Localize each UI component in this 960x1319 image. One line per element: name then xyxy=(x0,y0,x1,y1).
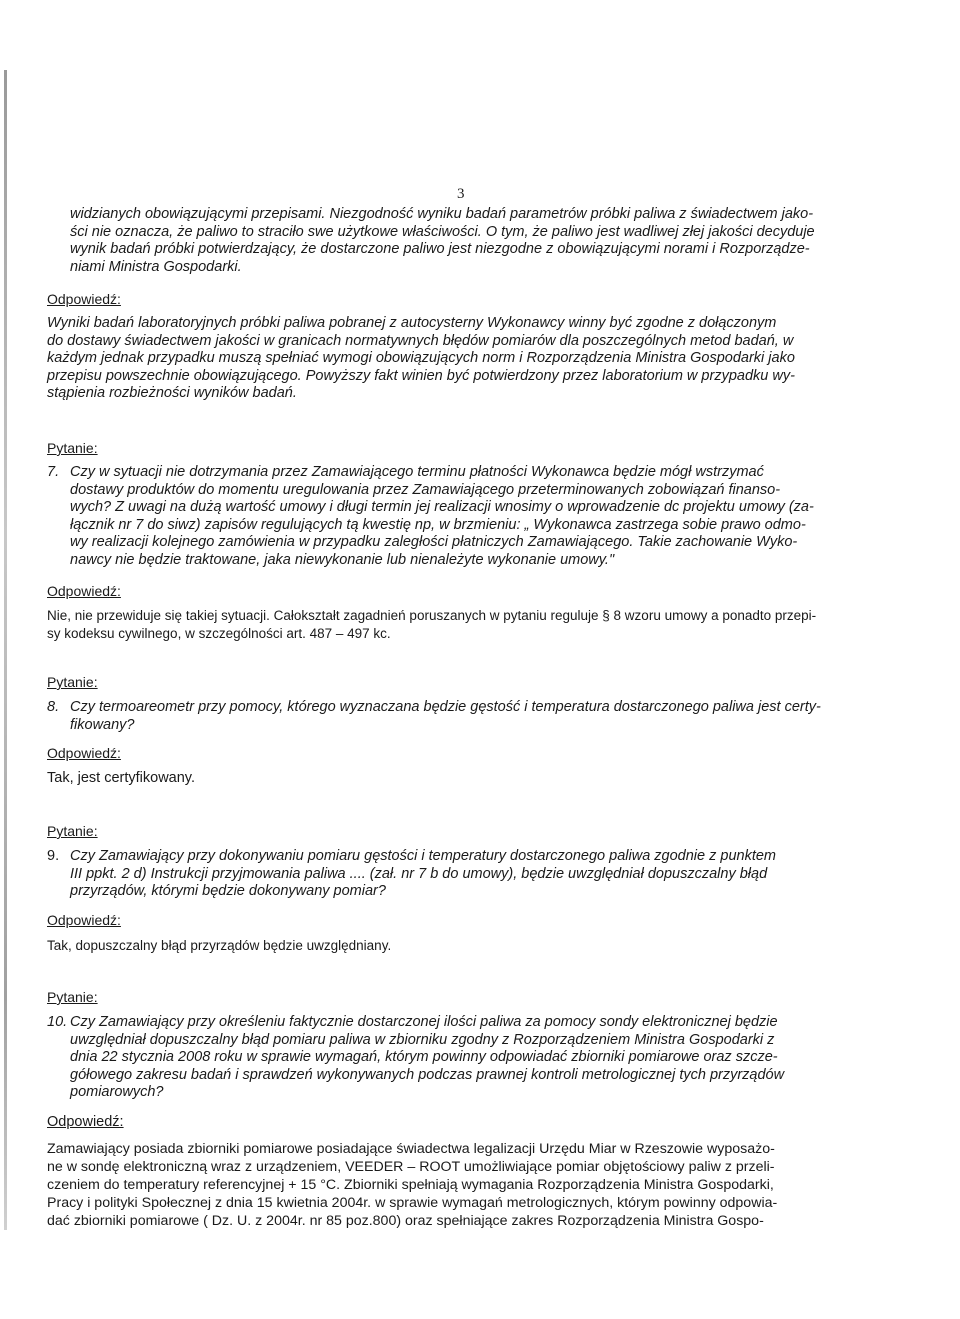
text-line: przyrządów, którymi będzie dokonywany pomiar? xyxy=(70,883,386,900)
text-line: Nie, nie przewiduje się takiej sytuacji. Całokształt zagadnień poruszanych w pytaniu reguluje § 8 wzoru umowy a ponadto przepi- xyxy=(47,608,817,623)
text-line: łącznik nr 7 do siwz) zapisów regulujących tą kwestię np, w brzmieniu: „ Wykonawca zastrzega sobie prawo odmo- xyxy=(70,516,806,533)
question-9-number: 9. xyxy=(47,848,60,864)
page-number: 3 xyxy=(457,186,465,202)
question-8-text xyxy=(70,699,876,734)
text-line: ści nie oznacza, że paliwo to straciło swe użytkowe właściwości. O tym, że paliwo jest wadliwej złej jakości decyduje xyxy=(70,223,815,240)
question-9-text xyxy=(70,848,866,901)
answer-7-paragraph xyxy=(47,607,877,642)
text-line: wych? Z uwagi na dużą wartość umowy i długi termin jej realizacji wnosimy o wprowadzenie dc projektu umowy (za- xyxy=(70,499,814,516)
answer-10-paragraph xyxy=(47,1140,877,1230)
text-line: dać zbiorniki pomiarowe ( Dz. U. z 2004r. nr 85 poz.800) oraz spełniające zakres Rozporządzenia Ministra Gospo- xyxy=(47,1213,764,1229)
text-line: gółowego zakresu badań i sprawdzeń wykonywanych podczas prawnej kontroli metrologicznej tych przyrządów xyxy=(70,1066,785,1083)
text-line: niami Ministra Gospodarki. xyxy=(70,258,242,275)
question-label: Pytanie: xyxy=(47,989,98,1005)
text-line: uwzględniał dopuszczalny błąd pomiaru paliwa w zbiorniku zgodny z Rozporządzeniem Ministra Gospodarki z xyxy=(70,1031,775,1048)
text-line: przepisu powszechnie obowiązującego. Powyższy fakt winien być potwierdzony przez laboratorium w przypadku wy- xyxy=(47,367,795,384)
text-line: ne w sondę elektroniczną wraz z urządzeniem, VEEDER – ROOT umożliwiające pomiar objętościowy paliw z przeli- xyxy=(47,1159,775,1175)
intro-paragraph xyxy=(70,206,870,276)
text-line: pomiarowych? xyxy=(70,1084,164,1101)
text-line: sy kodeksu cywilnego, w szczególności art. 487 – 497 kc. xyxy=(47,625,391,641)
question-10-number: 10. xyxy=(47,1014,68,1030)
text-line: fikowany? xyxy=(70,716,135,733)
text-line: dostawy produktów do momentu uregulowania przez Zamawiającego przeterminowanych zobowiązań finanso- xyxy=(70,481,781,498)
text-line: Czy Zamawiający przy dokonywaniu pomiaru gęstości i temperatury dostarczonego paliwa zgodnie z punktem xyxy=(70,848,777,864)
text-line: każdym jednak przypadku muszą spełniać wymogi obowiązujących norm i Rozporządzenia Ministra Gospodarki jako xyxy=(47,350,795,367)
question-7-text xyxy=(70,464,866,570)
answer-label: Odpowiedź: xyxy=(47,583,121,599)
scan-edge-mark xyxy=(4,70,7,1230)
answer-label: Odpowiedź: xyxy=(47,1114,124,1130)
text-line: Czy Zamawiający przy określeniu faktycznie dostarczonej ilości paliwa za pomocy sondy elektronicznej będzie xyxy=(70,1014,778,1030)
question-10-text xyxy=(70,1014,852,1102)
text-line: stąpienia rozbieżności wyników badań. xyxy=(47,385,297,402)
question-label: Pytanie: xyxy=(47,823,98,839)
answer-9-text: Tak, dopuszczalny błąd przyrządów będzie uwzględniany. xyxy=(47,938,392,953)
text-line: czeniem do temperatury referencyjnej + 15 °C. Zbiorniki spełniają wymagania Rozporządzenia Ministra Gospodarki, xyxy=(47,1177,774,1193)
text-line: widzianych obowiązującymi przepisami. Niezgodność wyniku badań parametrów próbki paliwa z świadectwem jako- xyxy=(70,206,814,222)
question-label: Pytanie: xyxy=(47,674,98,690)
text-line: nawcy nie będzie traktowane, jaka niewykonanie lub nienależyte wykonanie umowy." xyxy=(70,551,615,568)
question-7-number: 7. xyxy=(47,464,60,480)
answer-label: Odpowiedź: xyxy=(47,912,121,928)
text-line: Wyniki badań laboratoryjnych próbki paliwa pobranej z autocysterny Wykonawcy winny być zgodne z dołączonym xyxy=(47,315,777,331)
answer-label: Odpowiedź: xyxy=(47,291,121,307)
text-line: Pracy i polityki Społecznej z dnia 15 kwietnia 2004r. w sprawie wymagań metrologicznych, którym powinny odpowia- xyxy=(47,1195,778,1211)
answer-label: Odpowiedź: xyxy=(47,745,121,761)
text-line: do dostawy świadectwem jakości w granicach normatywnych błędów pomiarów dla poszczególnych metod badań, w xyxy=(47,332,794,349)
text-line: Zamawiający posiada zbiorniki pomiarowe posiadające świadectwa legalizacji Urzędu Miar w Rzeszowie wyposażo- xyxy=(47,1141,775,1157)
text-line: wy realizacji kolejnego zamówienia w przypadku zaległości płatniczych Zamawiającego. Takie zachowanie Wyko- xyxy=(70,534,798,551)
text-line: dnia 22 stycznia 2008 roku w sprawie wymagań, którym powinny odpowiadać zbiorniki pomiarowe oraz szcze- xyxy=(70,1049,778,1066)
question-label: Pytanie: xyxy=(47,440,98,456)
text-line: wynik badań próbki potwierdzający, że dostarczone paliwo jest niezgodne z obowiązującymi norami i Rozporządze- xyxy=(70,241,810,258)
text-line: Czy w sytuacji nie dotrzymania przez Zamawiającego terminu płatności Wykonawca będzie mógł wstrzymać xyxy=(70,464,764,480)
text-line: Czy termoareometr przy pomocy, którego wyznaczana będzie gęstość i temperatura dostarczonego paliwa jest certy- xyxy=(70,699,821,715)
question-8-number: 8. xyxy=(47,699,60,715)
text-line: III ppkt. 2 d) Instrukcji przyjmowania paliwa .... (zał. nr 7 b do umowy), będzie uwzględniał dopuszczalny błąd xyxy=(70,865,768,882)
answer-8-text: Tak, jest certyfikowany. xyxy=(47,770,196,786)
answer-6-paragraph xyxy=(47,315,862,403)
